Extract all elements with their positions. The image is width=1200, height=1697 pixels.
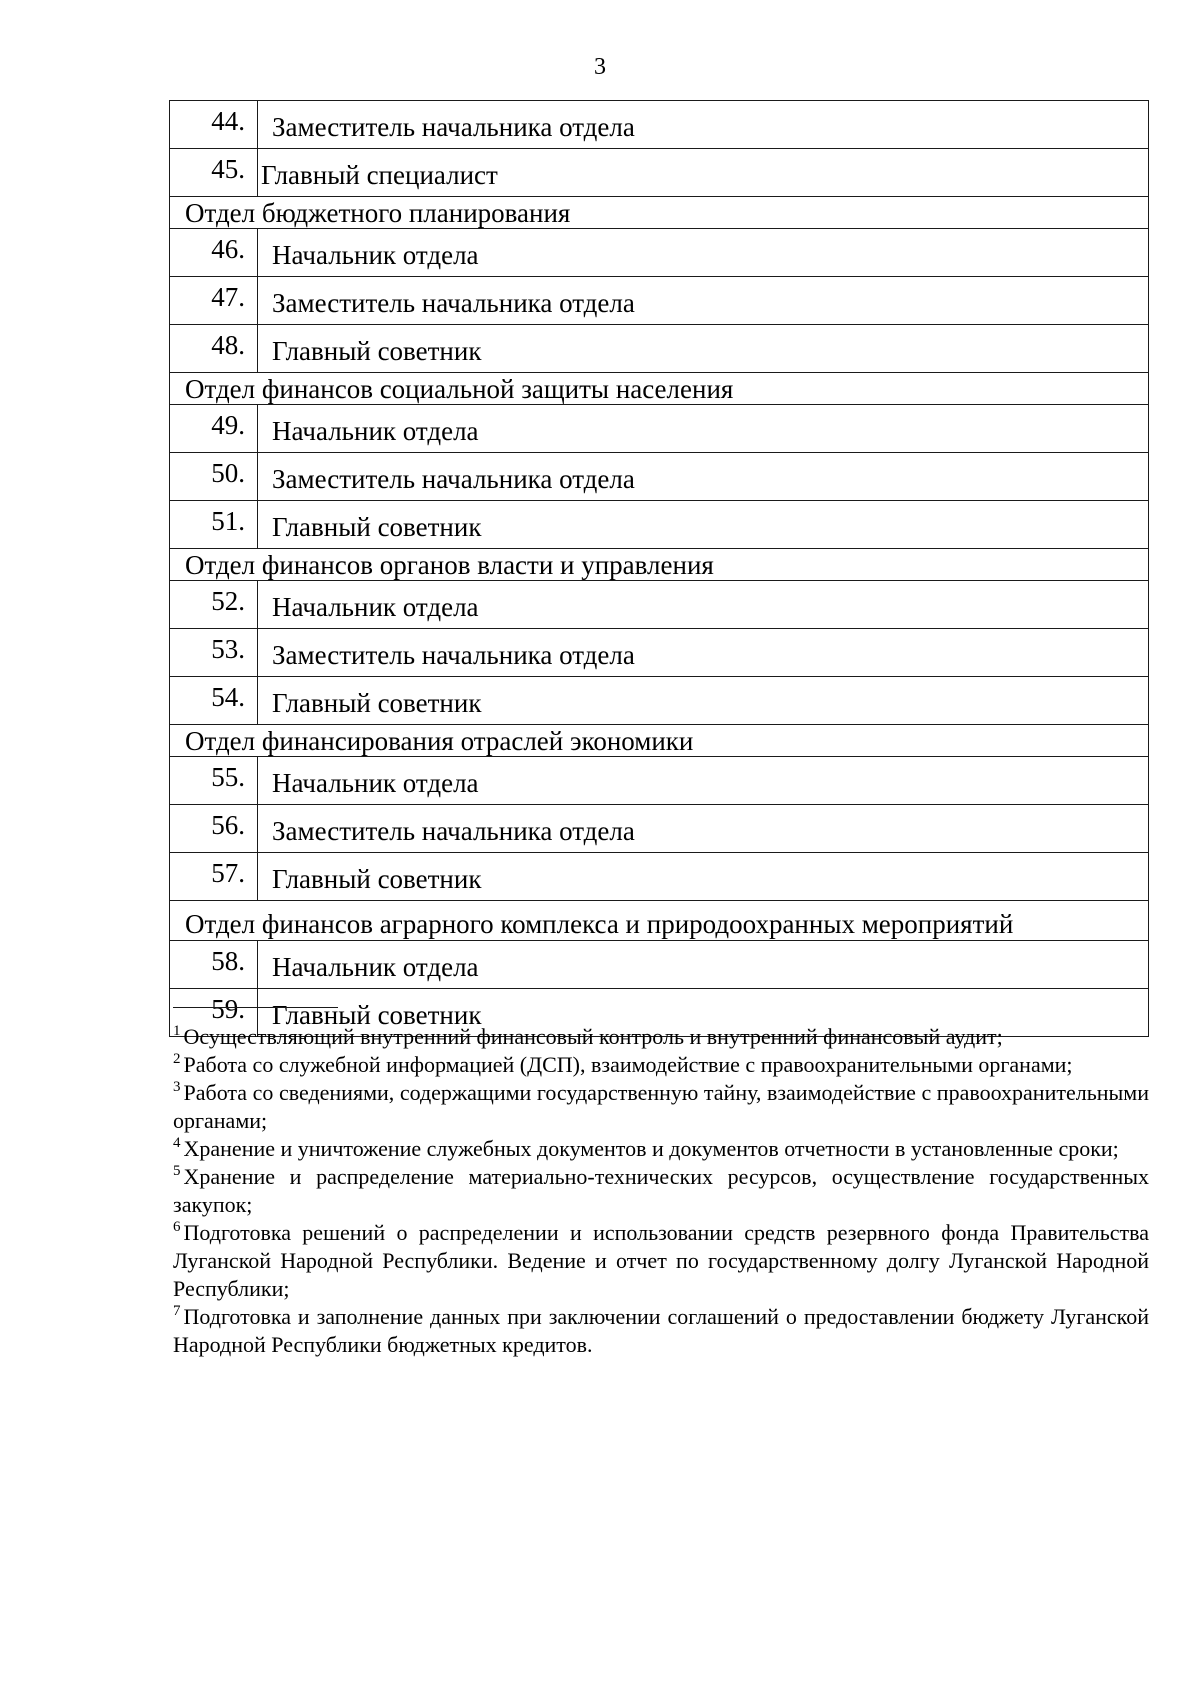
department-row [170, 373, 1149, 405]
row-number: 50. [170, 453, 258, 501]
department-title: Отдел финансирования отраслей экономики [170, 725, 1149, 757]
footnote-text: Работа со служебной информацией (ДСП), взаимодействие с правоохранительными органами; [183, 1052, 1073, 1077]
table-row [170, 805, 1149, 853]
position-title: Главный специалист [258, 149, 1149, 197]
table-row [170, 101, 1149, 149]
row-number: 46. [170, 229, 258, 277]
footnote [173, 1219, 1149, 1303]
footnote-mark: 6 [173, 1219, 181, 1235]
row-number: 55. [170, 757, 258, 805]
position-title: Заместитель начальника отдела [258, 101, 1149, 149]
position-title: Заместитель начальника отдела [258, 453, 1149, 501]
row-number: 58. [170, 941, 258, 989]
footnotes [173, 1023, 1149, 1359]
footnote [173, 1135, 1149, 1163]
row-number: 52. [170, 581, 258, 629]
table-row [170, 941, 1149, 989]
position-title: Заместитель начальника отдела [258, 629, 1149, 677]
position-title: Начальник отдела [258, 757, 1149, 805]
table-row [170, 501, 1149, 549]
position-title: Главный советник [258, 677, 1149, 725]
department-title: Отдел финансов органов власти и управления [170, 549, 1149, 581]
position-title: Начальник отдела [258, 405, 1149, 453]
position-title: Главный советник [258, 853, 1149, 901]
row-number: 59. [170, 989, 258, 1037]
table-row [170, 581, 1149, 629]
footnote-text: Осуществляющий внутренний финансовый контроль и внутренний финансовый аудит; [183, 1024, 1003, 1049]
position-title: Начальник отдела [258, 941, 1149, 989]
department-row [170, 549, 1149, 581]
table-row [170, 277, 1149, 325]
table-row [170, 229, 1149, 277]
department-row [170, 725, 1149, 757]
table-row [170, 405, 1149, 453]
row-number: 44. [170, 101, 258, 149]
position-title: Заместитель начальника отдела [258, 805, 1149, 853]
footnote [173, 1079, 1149, 1135]
footnote-mark: 7 [173, 1303, 181, 1319]
footnote-mark: 4 [173, 1135, 181, 1151]
footnote-text: Хранение и уничтожение служебных документов и документов отчетности в установленные сроки; [183, 1136, 1119, 1161]
footnote [173, 1051, 1149, 1079]
position-title: Начальник отдела [258, 229, 1149, 277]
row-number: 53. [170, 629, 258, 677]
table-row [170, 453, 1149, 501]
footnote-text: Работа со сведениями, содержащими государственную тайну, взаимодействие с правоохранительными органами; [173, 1080, 1149, 1133]
row-number: 57. [170, 853, 258, 901]
position-title: Главный советник [258, 501, 1149, 549]
table-row [170, 325, 1149, 373]
row-number: 49. [170, 405, 258, 453]
footnote-mark: 1 [173, 1023, 181, 1039]
table-row [170, 757, 1149, 805]
table-row [170, 629, 1149, 677]
footnote-separator [173, 1007, 338, 1008]
department-title: Отдел финансов социальной защиты населения [170, 373, 1149, 405]
table-row [170, 853, 1149, 901]
row-number: 47. [170, 277, 258, 325]
page-number: 3 [594, 54, 606, 80]
department-row [170, 197, 1149, 229]
position-title: Начальник отдела [258, 581, 1149, 629]
footnote [173, 1163, 1149, 1219]
row-number: 56. [170, 805, 258, 853]
table-row [170, 149, 1149, 197]
footnote-text: Подготовка и заполнение данных при заключении соглашений о предоставлении бюджету Луганской Народной Республики бюджетных кредитов. [173, 1304, 1149, 1357]
department-title: Отдел бюджетного планирования [170, 197, 1149, 229]
row-number: 51. [170, 501, 258, 549]
footnote [173, 1023, 1149, 1051]
footnote [173, 1303, 1149, 1359]
footnote-text: Хранение и распределение материально-технических ресурсов, осуществление государственных закупок; [173, 1164, 1149, 1217]
position-title: Заместитель начальника отдела [258, 277, 1149, 325]
department-row [170, 901, 1149, 941]
position-title: Главный советник [258, 325, 1149, 373]
row-number: 54. [170, 677, 258, 725]
row-number: 48. [170, 325, 258, 373]
table-row [170, 677, 1149, 725]
footnote-text: Подготовка решений о распределении и использовании средств резервного фонда Правительства Луганской Народной Республики. Ведение и отчет по государственному долгу Луганской Народной Республики; [173, 1220, 1149, 1301]
positions-table [169, 100, 1149, 1037]
row-number: 45. [170, 149, 258, 197]
footnote-mark: 2 [173, 1051, 181, 1067]
footnote-mark: 5 [173, 1163, 181, 1179]
position-title: Главный советник [258, 989, 1149, 1037]
department-title: Отдел финансов аграрного комплекса и природоохранных мероприятий [170, 901, 1149, 941]
footnote-mark: 3 [173, 1079, 181, 1095]
